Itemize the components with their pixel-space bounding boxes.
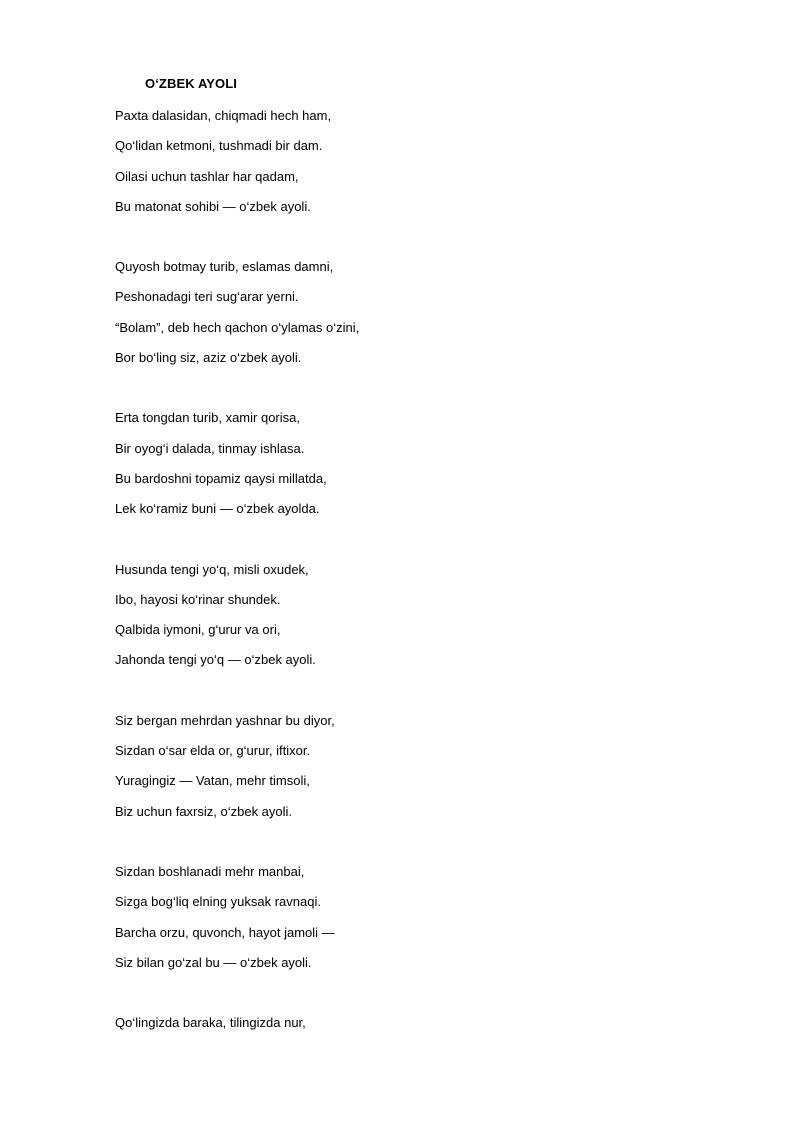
poem-line: Sizdan o‘sar elda or, g‘urur, iftixor. xyxy=(115,743,311,759)
stanza-4 xyxy=(115,560,715,681)
poem-line: Peshonadagi teri sug‘arar yerni. xyxy=(115,289,299,305)
poem-line: Erta tongdan turib, xamir qorisa, xyxy=(115,410,300,426)
stanza-5 xyxy=(115,711,715,832)
poem-line: Sizga bog‘liq elning yuksak ravnaqi. xyxy=(115,894,321,910)
poem-line: Bor bo‘ling siz, aziz o‘zbek ayoli. xyxy=(115,350,302,366)
poem-line: Husunda tengi yo‘q, misli oxudek, xyxy=(115,561,309,577)
poem-line: Bu matonat sohibi — o‘zbek ayoli. xyxy=(115,198,311,214)
stanza-3 xyxy=(115,408,715,529)
poem-line: Bu bardoshni topamiz qaysi millatda, xyxy=(115,470,327,486)
poem-line: “Bolam”, deb hech qachon o‘ylamas o‘zini, xyxy=(115,319,360,335)
poem-line: Quyosh botmay turib, eslamas damni, xyxy=(115,259,334,275)
poem-line: Qo‘lingizda baraka, tilingizda nur, xyxy=(115,1015,306,1031)
poem-line: Sizdan boshlanadi mehr manbai, xyxy=(115,863,305,879)
poem-line: Siz bilan go‘zal bu — o‘zbek ayoli. xyxy=(115,954,312,970)
poem-line: Biz uchun faxrsiz, o‘zbek ayoli. xyxy=(115,803,293,819)
poem-line: Qalbida iymoni, g‘urur va ori, xyxy=(115,622,281,638)
stanza-6 xyxy=(115,862,715,983)
poem-line: Ibo, hayosi ko‘rinar shundek. xyxy=(115,591,281,607)
poem-line: Bir oyog‘i dalada, tinmay ishlasa. xyxy=(115,440,305,456)
poem-body xyxy=(115,106,715,1073)
poem-line: Qo‘lidan ketmoni, tushmadi bir dam. xyxy=(115,138,323,154)
stanza-7 xyxy=(115,1013,715,1043)
poem-line: Jahonda tengi yo‘q — o‘zbek ayoli. xyxy=(115,652,316,668)
poem-title: O‘ZBEK AYOLI xyxy=(145,76,237,91)
poem-line: Oilasi uchun tashlar har qadam, xyxy=(115,168,299,184)
stanza-1 xyxy=(115,106,715,227)
poem-line: Lek ko‘ramiz buni — o‘zbek ayolda. xyxy=(115,501,320,517)
poem-line: Barcha orzu, quvonch, hayot jamoli — xyxy=(115,924,335,940)
poem-line: Paxta dalasidan, chiqmadi hech ham, xyxy=(115,108,332,123)
stanza-2 xyxy=(115,257,715,378)
poem-line: Yuragingiz — Vatan, mehr timsoli, xyxy=(115,773,310,789)
poem-line: Siz bergan mehrdan yashnar bu diyor, xyxy=(115,712,335,728)
